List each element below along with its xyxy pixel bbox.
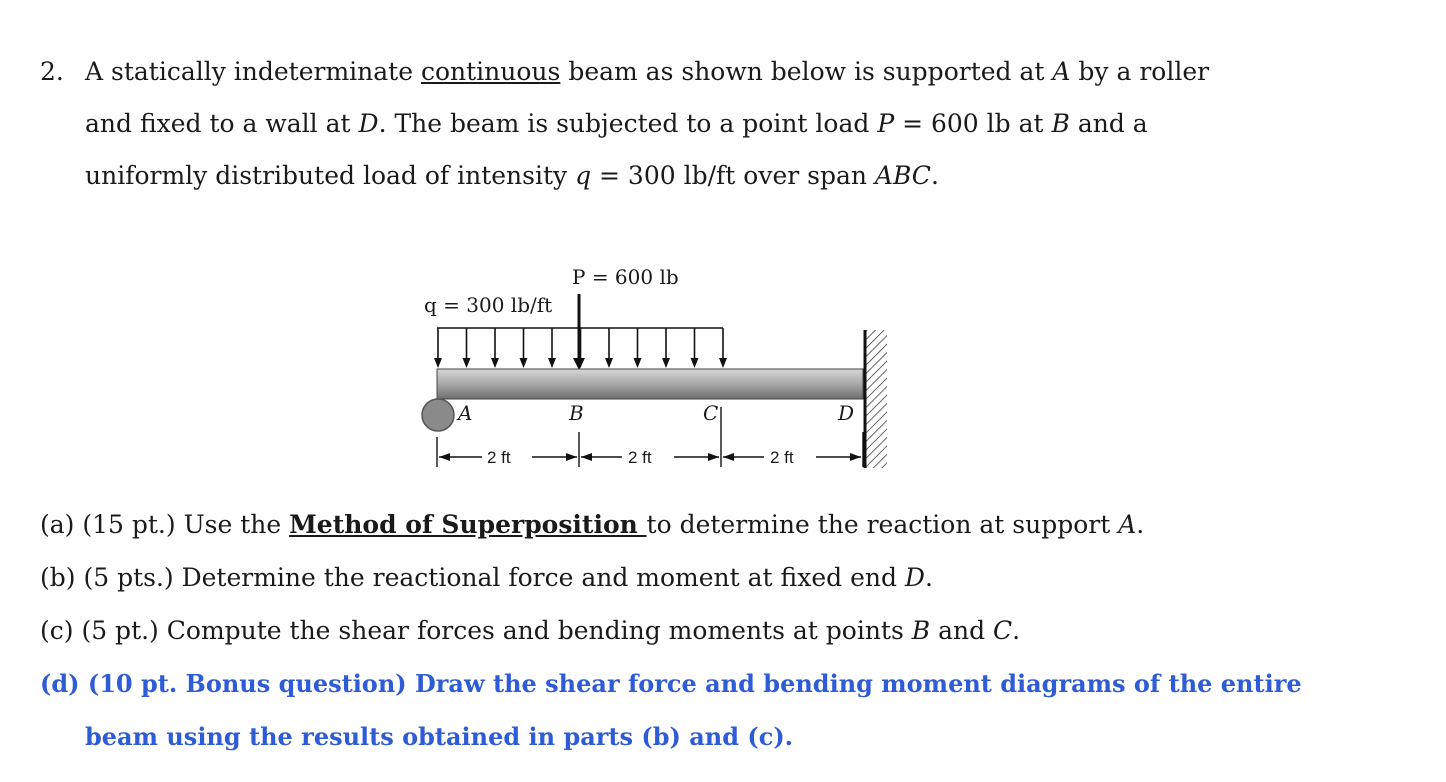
- text-fragment: .: [1012, 616, 1021, 645]
- problem-number: 2.: [40, 57, 64, 86]
- italic-symbol: D: [904, 563, 925, 592]
- italic-symbol: B: [1051, 109, 1070, 138]
- italic-symbol: C: [993, 616, 1013, 645]
- udl-arrow: [434, 328, 442, 368]
- italic-symbol: B: [911, 616, 931, 645]
- beam: [437, 369, 863, 399]
- roller-support: [422, 399, 454, 431]
- text-fragment: .: [1136, 510, 1145, 539]
- point-C-label: C: [703, 401, 719, 425]
- italic-symbol: A: [1052, 57, 1071, 86]
- udl-arrow: [691, 328, 699, 368]
- part-c: [40, 604, 1290, 657]
- italic-symbol: q: [575, 161, 592, 190]
- udl-arrow: [520, 328, 528, 368]
- point-B-label: B: [569, 401, 584, 425]
- point-load-label: P = 600 lb: [572, 265, 679, 289]
- text-fragment: A statically indeterminate: [85, 57, 421, 86]
- italic-symbol: P: [877, 109, 895, 138]
- underlined-word: continuous: [420, 57, 561, 86]
- distributed-load-label: q = 300 lb/ft: [424, 293, 553, 317]
- text-fragment: and fixed to a wall at: [85, 109, 359, 138]
- part-d-line-1: (d) (10 pt. Bonus question) Draw the shear force and bending moment diagrams of the entire: [40, 669, 1302, 698]
- point-D-label: D: [838, 401, 855, 425]
- fixed-wall: [865, 330, 887, 468]
- udl-arrow: [634, 328, 642, 368]
- span-bc-label: 2 ft: [628, 448, 652, 467]
- span-cd-label: 2 ft: [770, 448, 794, 467]
- text-fragment: and: [930, 616, 994, 645]
- text-fragment: uniformly distributed load of intensity: [85, 161, 576, 190]
- text-fragment: .: [924, 563, 933, 592]
- text-fragment: (a) (15 pt.) Use the: [40, 510, 290, 539]
- distributed-load: [434, 328, 727, 368]
- text-fragment: . The beam is subjected to a point load: [378, 109, 878, 138]
- text-fragment: .: [930, 161, 939, 190]
- text-fragment: = 600 lb at: [894, 109, 1052, 138]
- udl-arrow: [719, 328, 727, 368]
- question-parts: [40, 498, 1302, 763]
- part-a: [40, 498, 1290, 551]
- text-fragment: = 300 lb/ft over span: [591, 161, 875, 190]
- method-emphasis: Method of Superposition: [289, 510, 647, 539]
- italic-symbol: D: [358, 109, 379, 138]
- udl-arrow: [463, 328, 471, 368]
- italic-symbol: A: [1118, 510, 1137, 539]
- problem-line-1: [40, 46, 1240, 98]
- italic-symbol: ABC: [874, 161, 931, 190]
- problem-statement: [40, 46, 1240, 202]
- span-ab-label: 2 ft: [487, 448, 511, 467]
- point-A-label: A: [458, 401, 473, 425]
- problem-line-3: [40, 150, 1240, 202]
- udl-arrow: [548, 328, 556, 368]
- udl-arrow: [605, 328, 613, 368]
- text-fragment: (b) (5 pts.) Determine the reactional force and moment at fixed end: [40, 563, 905, 592]
- text-fragment: to determine the reaction at support: [646, 510, 1119, 539]
- text-fragment: (c) (5 pt.) Compute the shear forces and bending moments at points: [40, 616, 912, 645]
- problem-line-2: [40, 98, 1240, 150]
- part-d-line-2: beam using the results obtained in parts (b) and (c).: [85, 722, 794, 751]
- udl-arrow: [491, 328, 499, 368]
- text-fragment: by a roller: [1070, 57, 1210, 86]
- part-b: [40, 551, 1290, 604]
- udl-arrow: [662, 328, 670, 368]
- text-fragment: beam as shown below is supported at: [560, 57, 1053, 86]
- beam-figure: [410, 252, 910, 482]
- text-fragment: and a: [1069, 109, 1148, 138]
